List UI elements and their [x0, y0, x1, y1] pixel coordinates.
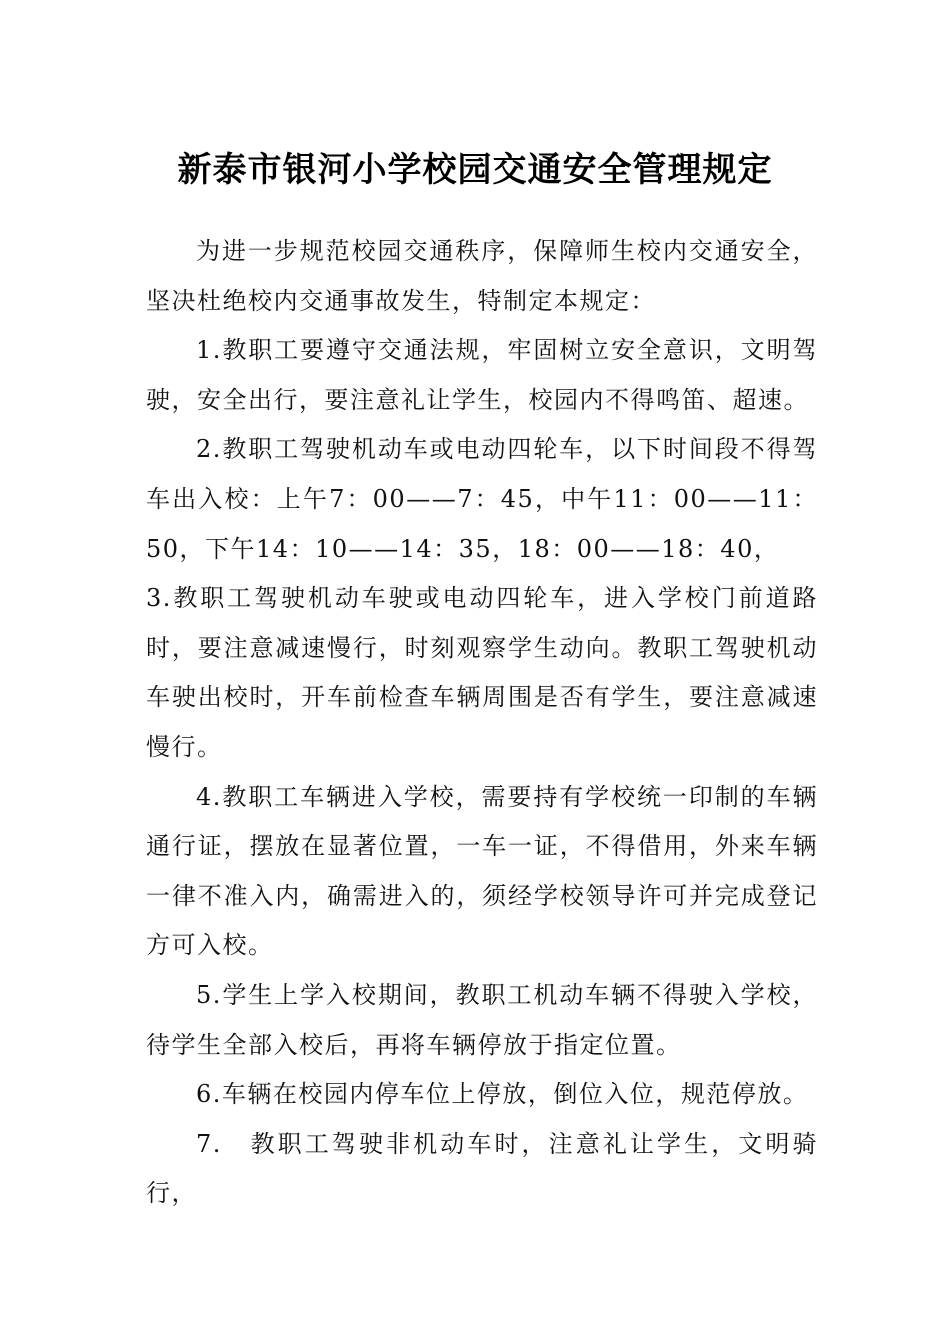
document-body	[146, 227, 818, 1219]
intro-paragraph: 为进一步规范校园交通秩序，保障师生校内交通安全，坚决杜绝校内交通事故发生，特制定本规定：	[146, 237, 818, 315]
rule-3-paragraph: 3.教职工驾驶机动车驶或电动四轮车，进入学校门前道路时，要注意减速慢行，时刻观察学生动向。教职工驾驶机动车驶出校时，开车前检查车辆周围是否有学生，要注意减速慢行。	[146, 584, 818, 761]
rule-6-paragraph: 6.车辆在校园内停车位上停放，倒位入位，规范停放。	[196, 1080, 809, 1109]
rule-2-paragraph: 2.教职工驾驶机动车或电动四轮车，以下时间段不得驾车出入校：上午7：00——7：45，中午11：00——11：50，下午14：10——14：35，18：00——18：40，	[146, 435, 818, 563]
rule-7-paragraph: 7. 教职工驾驶非机动车时，注意礼让学生，文明骑行，	[146, 1129, 818, 1208]
document-title: 新泰市银河小学校园交通安全管理规定	[177, 149, 773, 190]
rule-4-paragraph: 4.教职工车辆进入学校，需要持有学校统一印制的车辆通行证，摆放在显著位置，一车一证，不得借用，外来车辆一律不准入内，确需进入的，须经学校领导许可并完成登记方可入校。	[146, 782, 818, 960]
rule-1-paragraph: 1.教职工要遵守交通法规，牢固树立安全意识，文明驾驶，安全出行，要注意礼让学生，校园内不得鸣笛、超速。	[146, 336, 818, 414]
rule-5-paragraph: 5.学生上学入校期间，教职工机动车辆不得驶入学校，待学生全部入校后，再将车辆停放于指定位置。	[146, 980, 818, 1059]
